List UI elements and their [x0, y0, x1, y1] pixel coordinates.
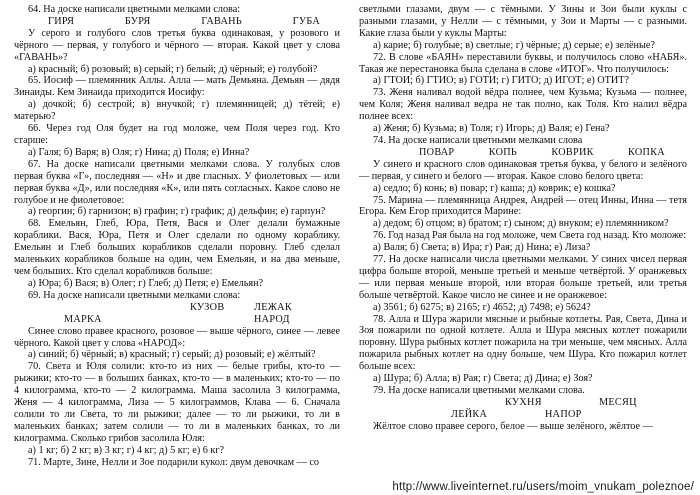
question-72: 72. В слове «БАЯН» переставили буквы, и получилось слово «НАБЯ». Такая же перестановка была сделана в слове «ИТОГ». Что получилось: — [359, 51, 687, 75]
word-grid-79 — [359, 397, 687, 421]
question-79: 79. На доске написали цветными мелками слова. — [373, 385, 585, 396]
question-71: 71. Марте, Зине, Нелли и Зое подарили кукол: двум девочкам — со — [28, 456, 319, 468]
answers-67: а) георгин; б) гарнизон; в) графин; г) график; д) дельфин; е) гарпун? — [28, 206, 326, 218]
answers-69: а) синий; б) чёрный; в) красный; г) серый; д) розовый; е) жёлтый? — [28, 349, 316, 361]
word-list-64 — [48, 16, 320, 28]
question-65: 65. Иосиф — племянник Аллы. Алла — мать Демьяна. Демьян — дядя Зинаиды. Кем Зинаида приходится Иосифу: — [14, 75, 340, 99]
word: ЛЕЙКА — [451, 408, 488, 420]
word: ПОВАР — [419, 146, 455, 158]
answers-71: а) карие; б) голубые; в) светлые; г) чёрные; д) серые; е) зелёные? — [373, 39, 655, 51]
word: ГИРЯ — [48, 15, 75, 27]
word-grid-69 — [14, 302, 340, 326]
word: ЛЕЖАК — [254, 301, 292, 313]
question-76: 76. Год назад Рая была на год моложе, чем Света год назад. Кто моложе: — [373, 230, 687, 242]
answers-65: а) дочкой; б) сестрой; в) внучкой; г) племянницей; д) тётей; е) матерью? — [14, 99, 340, 123]
question-73: 73. Женя наливал водой вёдра полнее, чем Кузьма; Кузьма — полнее, чем Коля; Женя наливал ведра не так полно, как Толя. Кто налил вёдра полнее всех: — [359, 87, 687, 123]
watermark-url: http://www.liveinternet.ru/users/moim_vnukam_poleznoe/ — [392, 481, 694, 493]
word: КОПЬ — [488, 146, 518, 158]
question-77: 77. На доске написали числа цветными мелками. У синих чисел первая цифра больше второй, меньше третьей и меньше четвёртой. У оранжевых — или первая меньше второй, или вторая больше третьей, или третья больше четвёртой. Какое число не синее и не оранжевое: — [359, 254, 687, 301]
answers-73: а) Женя; б) Кузьма; в) Толя; г) Игорь; д) Валя; е) Гена? — [373, 123, 610, 135]
word: НАПОР — [545, 408, 582, 420]
left-page — [14, 4, 340, 469]
question-64-text: У серого и голубого слов третья буква одинаковая, у розового и чёрного — первая, у голубого и чёрного — вторая. Какой цвет у слова «ГАВАНЬ»? — [14, 27, 340, 63]
right-page — [359, 4, 687, 433]
word: ГАВАНЬ — [201, 15, 242, 27]
word: ГУБА — [292, 15, 320, 27]
word-list-74 — [419, 147, 665, 159]
answers-68: а) Юра; б) Вася; в) Олег; г) Глеб; д) Петя; е) Емельян? — [28, 277, 264, 289]
answers-70: а) 1 кг; б) 2 кг; в) 3 кг; г) 4 кг; д) 5 кг; е) 6 кг? — [28, 444, 225, 456]
question-74-text: У синего и красного слов одинаковая третья буква, у белого и зелёного — первая, у синего и белого — вторая. Какое слово белого цвета: — [359, 158, 687, 182]
word: КУХНЯ — [505, 396, 542, 408]
word: КУЗОВ — [190, 301, 225, 313]
answers-78: а) Шура; б) Алла; в) Рая; г) Света; д) Дина; е) Зоя? — [373, 373, 593, 385]
question-78: 78. Алла и Шура жарили мясные и рыбные котлеты. Рая, Света, Дина и Зоя пожарили по одной котлете. Алла и Шура мясных котлет пожарили поровну. Шура рыбных котлет пожарила на три меньше, чем мясных. Алла пожарила рыбных котлет на одну больше, чем Шура. Кто пожарил котлет больше всех: — [359, 313, 687, 373]
question-69-text: Синее слово правее красного, розовое — выше чёрного, синее — левее чёрного. Какой цвет у слова «НАРОД»: — [14, 325, 340, 349]
question-64: 64. На доске написали цветными мелками слова: — [28, 4, 241, 15]
word: МАРКА — [64, 313, 102, 325]
answers-72: а) ГТОИ; б) ГТИО; в) ГОТИ; г) ГИТО; д) ИГОТ; е) ОТИТ? — [373, 75, 629, 87]
question-68: 68. Емельян, Глеб, Юра, Петя, Вася и Олег делали бумажные кораблики. Вася, Юра, Петя и Олег сделали по одному кораблику. Емельян и Глеб больших корабликов сделали поровну. Глеб сделал маленьких корабликов больше на один, чем Емельян, и на два меньше, чем больших. Кто сделал корабликов больше: — [14, 218, 340, 277]
word: БУРЯ — [124, 15, 151, 27]
answers-77: а) 3561; б) 6275; в) 2165; г) 4652; д) 7498; е) 5624? — [373, 301, 591, 313]
question-74: 74. На доске написали цветными мелками слова — [373, 134, 583, 146]
answers-64: а) красный; б) розовый; в) серый; г) белый; д) чёрный; е) голубой? — [28, 63, 318, 75]
question-70: 70. Света и Юля солили: кто-то из них — белые грибы, кто-то — рыжики; кто-то — в больших банках, кто-то — в маленьких; кто-то — по 4 килограмма, кто-то — 2 килограмма. Маша засолила 3 килограмма, Женя — 4 килограмма, Лиза — 5 килограммов, Клава — 6. Сначала солили то ли Света, то ли рыжики; далее — то ли рыжики, то ли в маленьких банках; затем солили — то ли в маленьких банках, то ли килограмма. Сколько грибов засолила Юля: — [14, 361, 340, 444]
question-71-cont: светлыми глазами, двум — с тёмными. У Зины и Зои были куклы с разными глазами, у Нелли — с тёмными, у Зои и Марты — с разными. Какие глаза были у куклы Марты: — [359, 4, 687, 39]
word: НАРОД — [254, 313, 290, 325]
word: КОВРИК — [551, 146, 594, 158]
answers-66: а) Галя; б) Варя; в) Оля; г) Нина; д) Поля; е) Инна? — [28, 146, 250, 158]
question-69: 69. На доске написали цветными мелками слова: — [28, 289, 241, 301]
answers-75: а) дедом; б) отцом; в) братом; г) сыном; д) внуком; е) племянником? — [373, 218, 669, 230]
word: МЕСЯЦ — [599, 396, 637, 408]
question-79-text: Жёлтое слово правее серого, белое — выше зелёного, жёлтое — — [373, 420, 653, 432]
answers-74: а) седло; б) конь; в) повар; г) каша; д) коврик; е) кошка? — [373, 182, 616, 194]
answers-76: а) Валя; б) Света; в) Ира; г) Рая; д) Нина; е) Лиза? — [373, 242, 591, 254]
question-75: 75. Марина — племянница Андрея, Андрей — отец Инны, Инна — тетя Егора. Кем Егор приходится Марине: — [359, 194, 687, 218]
question-67: 67. На доске написали цветными мелками слова. У голубых слов первая буква «Г», последняя — «Н» и две гласных. У фиолетовых — или первая буква «Д», или последняя «К», или пять согласных. Какое слово не голубое и не фиолетовое: — [14, 158, 340, 206]
question-66: 66. Через год Оля будет на год моложе, чем Поля через год. Кто старше: — [14, 123, 340, 146]
word: КОПКА — [628, 146, 665, 158]
